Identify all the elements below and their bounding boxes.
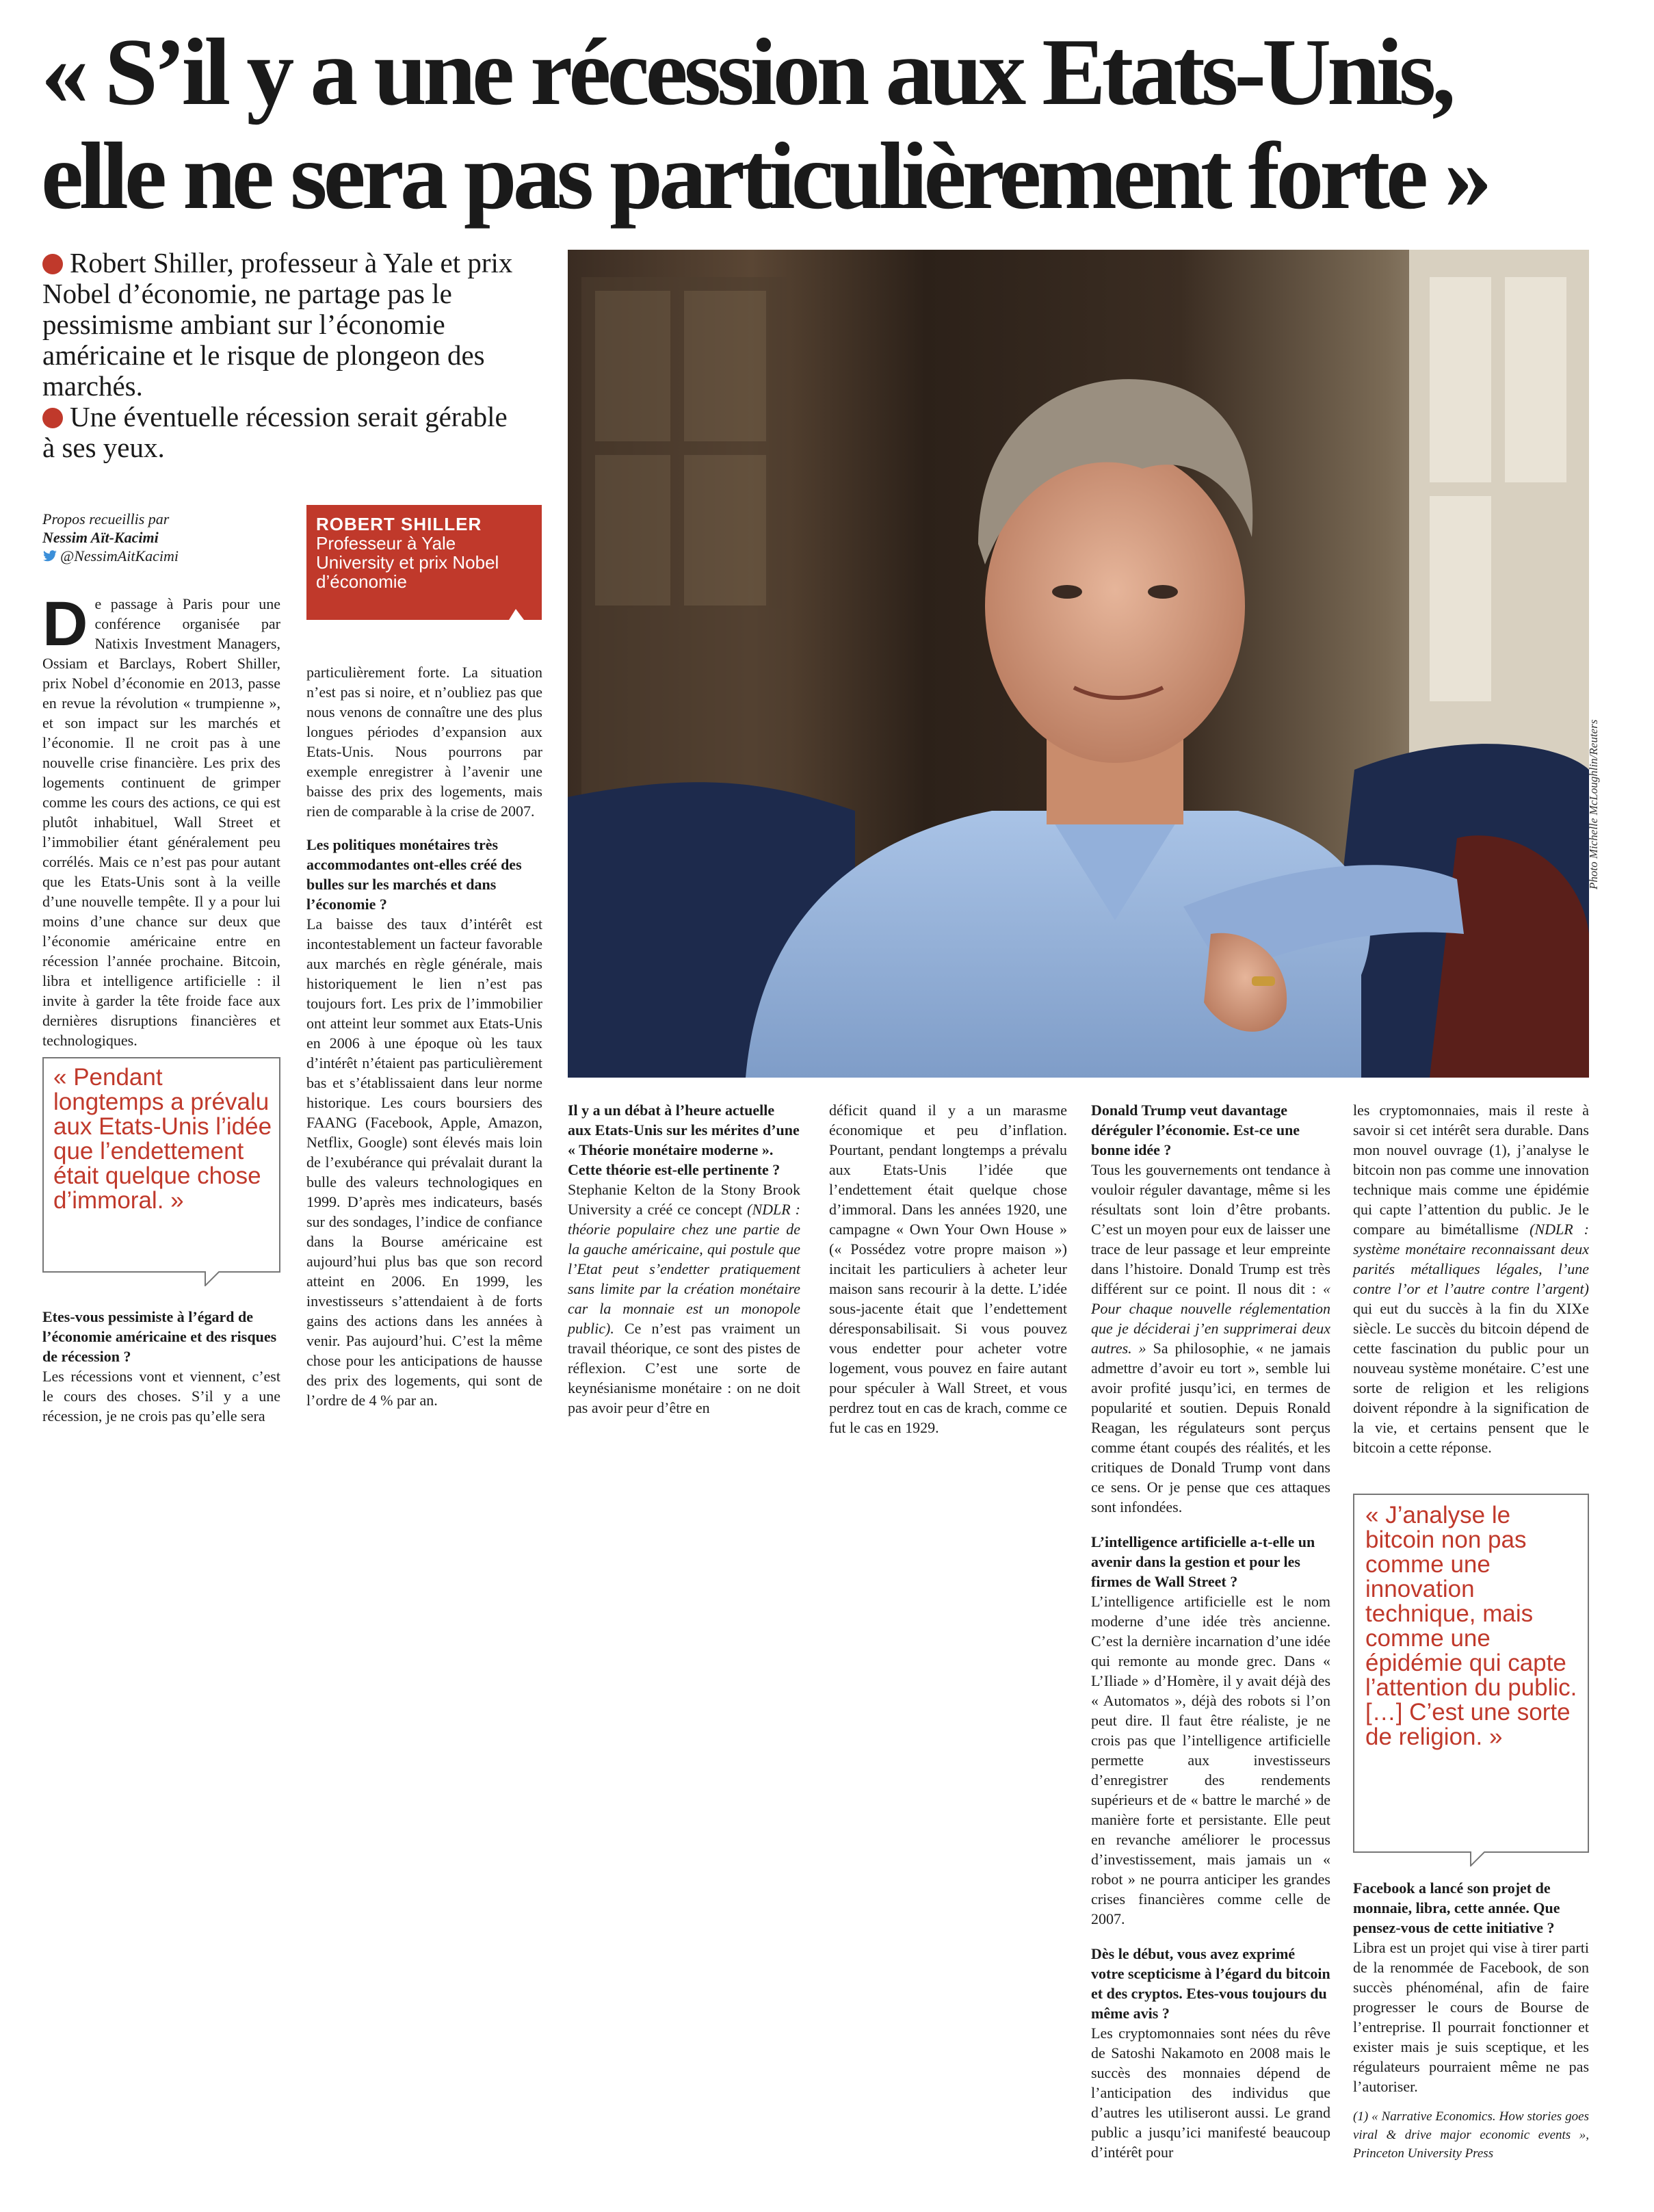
portrait-photo bbox=[568, 250, 1589, 1078]
answer-5: L’intelligence artificielle est le nom moderne d’une idée très ancienne. C’est la dernière incarnation d’une idée qui remonte au monde grec. Dans « L’Iliade » d’Homère, il y avait déjà des « Automatos », déjà des robots si l’on peut dire. Il faut être réaliste, je ne crois pas que l’intelligence artificielle permette aux investisseurs d’enregistrer des rendements supérieurs et de « battre le marché » de manière forte et persistante. Elle peut en revanche améliorer le processus d’investissement, mais jamais un « robot » ne pourra anticiper les grandes crises financières comme celle de 2007. bbox=[1091, 1593, 1330, 1927]
badge-title: Professeur à Yale University et prix Nobel d’économie bbox=[316, 533, 499, 592]
drop-cap: D bbox=[42, 589, 88, 659]
pull-quote-left-text: « Pendant longtemps a prévalu aux Etats-Unis l’idée que l’endettement était quelque chose d’immoral. » bbox=[53, 1064, 272, 1214]
article-column-6 bbox=[1353, 1100, 1589, 1457]
footnote: (1) « Narrative Economics. How stories goes viral & drive major economic events », Princeton University Press bbox=[1353, 2109, 1589, 2161]
answer-3-continued: déficit quand il y a un marasme économique et peu d’inflation. Pourtant, pendant longtemps a prévalu aux Etats-Unis l’idée que l’endettement était quelque chose d’immoral. Dans les années 1920, une campagne « Own Your Own House » (« Possédez votre propre maison ») incitait les particuliers à acheter leur maison sans recourir à la dette. L’idée sous-jacente était que l’endettement déresponsabilisait. Si vous pouvez vous endetter pour acheter votre logement, vous pouvez en faire autant pour spéculer à Wall Street, et vous perdrez tout en cas de krach, comme ce fut le cas en 1929. bbox=[829, 1102, 1067, 1436]
byline-author: Nessim Aït-Kacimi bbox=[42, 529, 159, 546]
article-column-1-bottom bbox=[42, 1307, 280, 1426]
photo-credit: Photo Michelle McLoughlin/Reuters bbox=[1587, 719, 1600, 889]
chapo-point-1: Robert Shiller, professeur à Yale et prix Nobel d’économie, ne partage pas le pessimisme ambiant sur l’économie américaine et le risque de plongeon des marchés. bbox=[42, 247, 513, 402]
question-1: Etes-vous pessimiste à l’égard de l’économie américaine et des risques de récession ? bbox=[42, 1308, 277, 1365]
bullet-dot-icon bbox=[42, 408, 63, 428]
byline-intro: Propos recueillis par bbox=[42, 510, 170, 528]
question-7: Facebook a lancé son projet de monnaie, libra, cette année. Que pensez-vous de cette initiative ? bbox=[1353, 1879, 1560, 1936]
question-6: Dès le début, vous avez exprimé votre scepticisme à l’égard du bitcoin et des cryptos. Etes-vous toujours du même avis ? bbox=[1091, 1945, 1330, 2022]
answer-1-start: Les récessions vont et viennent, c’est le cours des choses. S’il y a une récession, je ne crois pas qu’elle sera bbox=[42, 1368, 280, 1424]
byline-twitter[interactable]: @NessimAitKacimi bbox=[42, 547, 268, 565]
headline bbox=[41, 21, 1635, 229]
headline-line-2: elle ne sera pas particulièrement forte » bbox=[41, 123, 1488, 229]
headline-line-1: « S’il y a une récession aux Etats-Unis, bbox=[41, 19, 1452, 125]
article-column-2 bbox=[306, 662, 542, 1410]
answer-7: Libra est un projet qui vise à tirer parti de la renommée de Facebook, de son succès phénoménal, afin de faire progresser le cours de Bourse de l’entreprise. Il pourrait fonctionner et exister mais je suis sceptique, et les régulateurs pourraient même ne pas l’autoriser. bbox=[1353, 1939, 1589, 2095]
twitter-bird-icon bbox=[42, 550, 57, 562]
question-4: Donald Trump veut davantage déréguler l’économie. Est-ce une bonne idée ? bbox=[1091, 1102, 1300, 1158]
badge-name: ROBERT SHILLER bbox=[316, 514, 482, 534]
portrait-illustration bbox=[568, 250, 1589, 1078]
question-2: Les politiques monétaires très accommodantes ont-elles créé des bulles sur les marchés et dans l’économie ? bbox=[306, 836, 522, 913]
answer-1-end: particulièrement forte. La situation n’est pas si noire, et n’oubliez pas que nous venons de connaître une des plus longues périodes d’expansion aux Etats-Unis. Nous pourrons par exemple enregistrer à l’avenir une baisse des prix des logements, mais rien de comparable à la crise de 2007. bbox=[306, 664, 542, 820]
chapo bbox=[42, 248, 521, 463]
article-column-1 bbox=[42, 589, 280, 1050]
article-column-4 bbox=[829, 1100, 1067, 1437]
answer-3: Stephanie Kelton de la Stony Brook University a créé ce concept (NDLR : théorie populaire chez une partie de la gauche américaine, qui postule que l’Etat peut s’endetter pratiquement sans limite par la création monétaire car la monnaie est un monopole public). Ce n’est pas vraiment un travail théorique, ce sont des pistes de réflexion. C’est une sorte de keynésianisme monétaire : on ne doit pas avoir peur d’être en bbox=[568, 1181, 800, 1416]
interviewee-badge bbox=[306, 505, 542, 620]
answer-2: La baisse des taux d’intérêt est incontestablement un facteur favorable aux marchés en règle générale, mais historiquement le lien n’est pas toujours fort. Les prix de l’immobilier ont atteint leur sommet aux Etats-Unis en 2006 à une époque où les taux d’intérêt n’étaient pas particulièrement bas et s’établissaient dans leur norme historique. Les cours boursiers des FAANG (Facebook, Apple, Amazon, Netflix, Google) sont élevés mais loin de l’exubérance qui prévalait durant la bulle des valeurs technologiques en 1999. D’après mes indicateurs, basés sur des sondages, l’indice de confiance dans la Bourse américaine est aujourd’hui plus bas que son record atteint en 2006. En 1999, les investisseurs s’attendaient à de forts gains des actions dans les années à venir. Pas aujourd’hui. C’est la même chose pour les anticipations de hausse des prix des logements, qui sont de l’ordre de 4 % par an. bbox=[306, 915, 542, 1409]
bullet-dot-icon bbox=[42, 254, 63, 274]
chapo-point-2: Une éventuelle récession serait gérable à ses yeux. bbox=[42, 401, 508, 463]
article-column-6-bottom bbox=[1353, 1878, 1589, 2163]
answer-6: Les cryptomonnaies sont nées du rêve de Satoshi Nakamoto en 2008 mais le succès des monnaies dépend de l’anticipation des individus que d’autres les utiliseront aussi. Le grand public a jusqu’ici manifesté beaucoup d’intérêt pour bbox=[1091, 2025, 1330, 2161]
intro-paragraph: e passage à Paris pour une conférence organisée par Natixis Investment Managers, Ossiam et Barclays, Robert Shiller, prix Nobel d’économie en 2013, passe en revue la révolution « trumpienne », et son impact sur les marchés et l’économie. Il ne croit pas à une nouvelle crise financière. Les prix des logements continuent de grimper comme les cours des actions, ce qui est plutôt inhabituel, Wall Street et l’immobilier étant généralement peu corrélés. Mais ce n’est pas pour autant que les Etats-Unis sont à la veille d’une nouvelle tempête. Il y a pour lui moins d’une chance sur deux que l’économie américaine entre en récession l’année prochaine. Bitcoin, libra et intelligence artificielle : il invite à garder la tête froide face aux dernières disruptions financières et technologiques. bbox=[42, 595, 280, 1049]
pull-quote-right-text: « J’analyse le bitcoin non pas comme une innovation technique, mais comme une épidémie qui capte l’attention du public. […] C’est une sorte de religion. » bbox=[1365, 1502, 1577, 1750]
article-column-3 bbox=[568, 1100, 800, 1418]
pull-quote-left bbox=[42, 1057, 280, 1286]
byline bbox=[42, 510, 268, 565]
question-5: L’intelligence artificielle a-t-elle un avenir dans la gestion et pour les firmes de Wall Street ? bbox=[1091, 1533, 1315, 1590]
pull-quote-right bbox=[1353, 1494, 1589, 1866]
answer-6-continued: les cryptomonnaies, mais il reste à savoir si cet intérêt sera durable. Dans mon nouvel ouvrage (1), j’analyse le bitcoin non pas comme une innovation technique mais comme une épidémie qui capte l’attention du public. Je le compare au bimétallisme (NDLR : système monétaire reconnaissant deux parités métalliques légales, l’une contre l’or et l’autre contre l’argent) qui eut du succès à la fin du XIXe siècle. Le succès du bitcoin dépend de cette fascination du public pour un nouveau système monétaire. C’est une sorte de religion et les religions doivent répondre à la signification de la vie, et certains pensent que le bitcoin a cette réponse. bbox=[1353, 1102, 1590, 1456]
article-column-5 bbox=[1091, 1100, 1330, 2162]
answer-4: Tous les gouvernements ont tendance à vouloir réguler davantage, même si les résultats sont loin d’être probants. C’est un moyen pour eux de laisser une trace de leur passage et leur empreinte dans l’histoire. Donald Trump est très différent sur ce point. Il nous dit : « Pour chaque nouvelle réglementation que je déciderai j’en supprimerai deux autres. » Sa philosophie, « ne jamais admettre d’avoir eu tort », semble lui avoir profité jusqu’ici, en termes de popularité et soutien. Depuis Ronald Reagan, les régulateurs sont perçus comme étant coupés des réalités, et les critiques de Donald Trump vont dans ce sens. Or je pense que ces attaques sont infondées. bbox=[1091, 1161, 1331, 1515]
question-3: Il y a un débat à l’heure actuelle aux Etats-Unis sur les mérites d’une « Théorie monétaire moderne ». Cette théorie est-elle pertinente ? bbox=[568, 1102, 800, 1178]
